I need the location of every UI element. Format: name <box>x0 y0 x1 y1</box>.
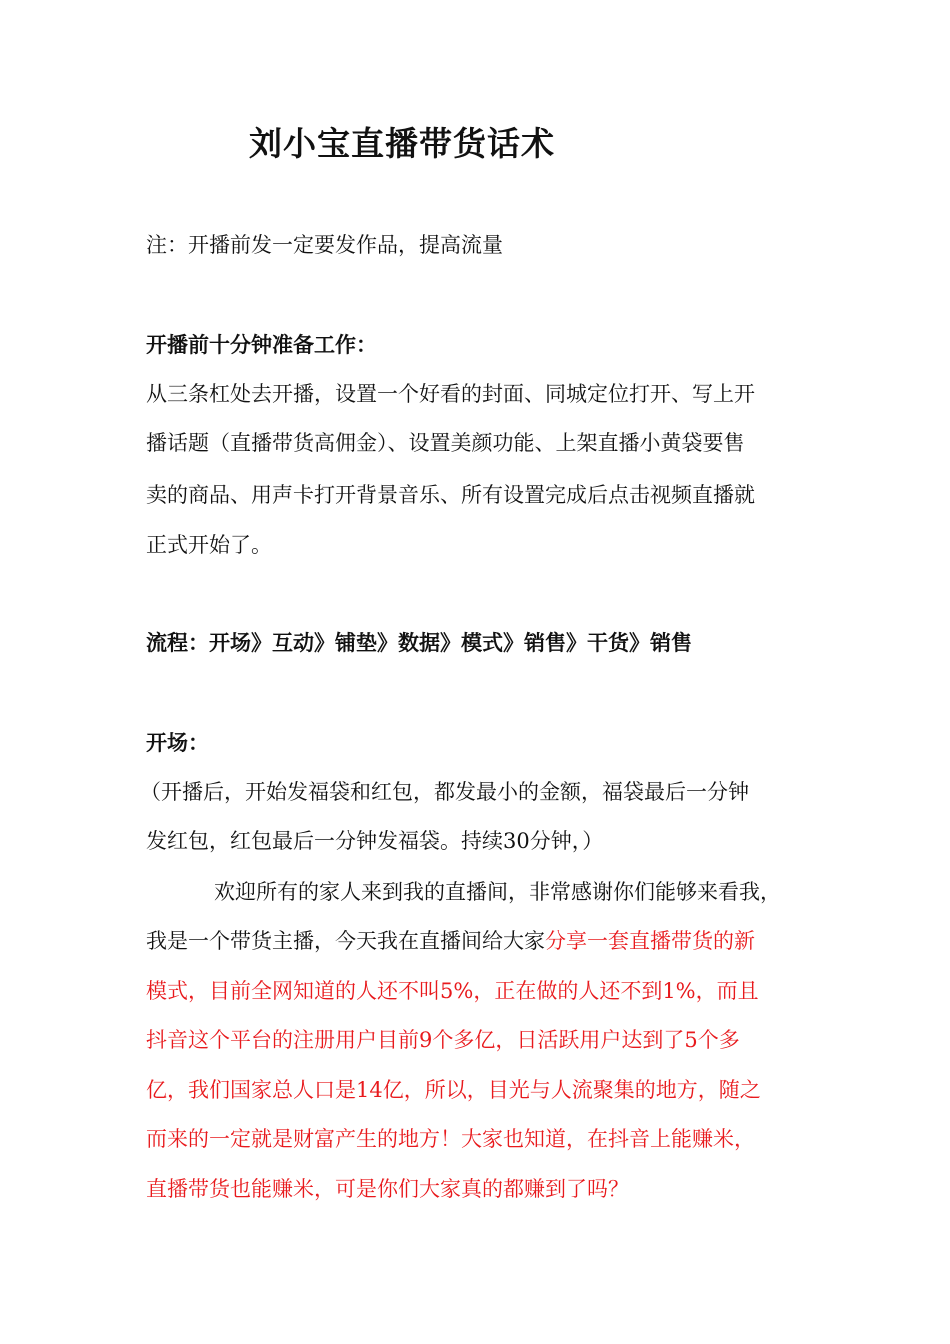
prep-line: 正式开始了。 <box>146 533 272 557</box>
prep-line: 播话题（直播带货高佣金）、设置美颜功能、上架直播小黄袋要售 <box>146 431 745 455</box>
speech-highlight: 分享一套直播带货的新 <box>545 929 755 953</box>
prep-heading: 开播前十分钟准备工作： <box>146 332 377 357</box>
note-line: 注：开播前发一定要发作品，提高流量 <box>146 233 503 257</box>
speech-highlight-line: 抖音这个平台的注册用户目前9个多亿，日活跃用户达到了5个多 <box>146 1028 740 1052</box>
document-title: 刘小宝直播带货话术 <box>249 124 555 163</box>
opening-note-line: （开播后，开始发福袋和红包，都发最小的金额，福袋最后一分钟 <box>140 780 749 804</box>
speech-line: 欢迎所有的家人来到我的直播间，非常感谢你们能够来看我， <box>214 880 781 904</box>
speech-highlight-line: 模式，目前全网知道的人还不叫5%，正在做的人还不到1%，而且 <box>146 979 759 1003</box>
speech-line <box>146 925 755 955</box>
flow-line: 流程：开场》互动》铺垫》数据》模式》销售》干货》销售 <box>146 630 692 655</box>
opening-heading: 开场： <box>146 730 209 755</box>
prep-line: 从三条杠处去开播，设置一个好看的封面、同城定位打开、写上开 <box>146 382 755 406</box>
speech-highlight-line: 而来的一定就是财富产生的地方！大家也知道，在抖音上能赚米， <box>146 1127 755 1151</box>
opening-note-line: 发红包，红包最后一分钟发福袋。持续30分钟，） <box>146 829 604 853</box>
speech-text: 我是一个带货主播，今天我在直播间给大家 <box>146 929 545 953</box>
prep-line: 卖的商品、用声卡打开背景音乐、所有设置完成后点击视频直播就 <box>146 483 755 507</box>
speech-highlight-line: 直播带货也能赚米，可是你们大家真的都赚到了吗？ <box>146 1177 629 1201</box>
speech-highlight-line: 亿，我们国家总人口是14亿，所以，目光与人流聚集的地方，随之 <box>146 1078 761 1102</box>
